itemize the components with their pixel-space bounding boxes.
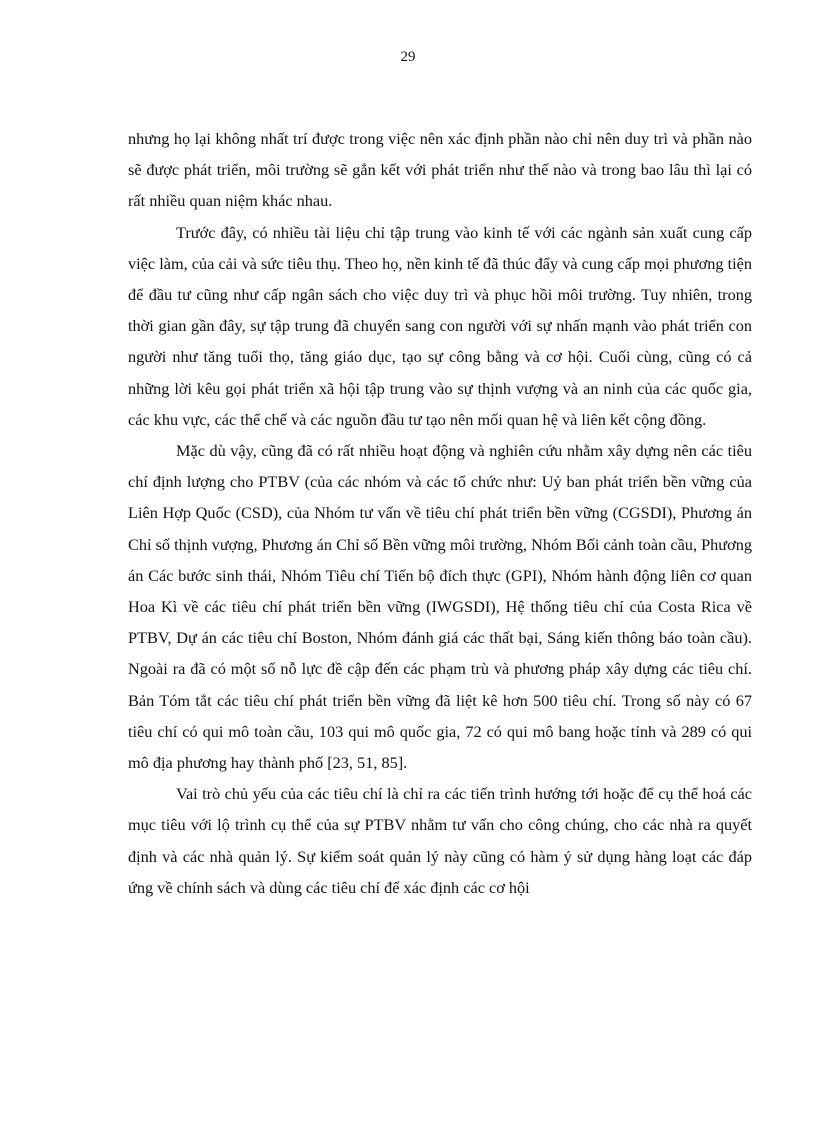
page-number: 29 [400,49,416,65]
paragraph-quantitative-criteria: Mặc dù vậy, cũng đã có rất nhiều hoạt động và nghiên cứu nhằm xây dựng nên các tiêu chí định lượng cho PTBV (của các nhóm và các tổ chức như: Uỷ ban phát triển bền vững của Liên Hợp Quốc (CSD), của Nhóm tư vấn về tiêu chí phát triển bền vững (CGSDI), Phương án Chỉ số thịnh vượng, Phương án Chỉ số Bền vững môi trường, Nhóm Bối cảnh toàn cầu, Phương án Các bước sinh thái, Nhóm Tiêu chí Tiến bộ đích thực (GPI), Nhóm hành động liên cơ quan Hoa Kì về các tiêu chí phát triển bền vững (IWGSDI), Hệ thống tiêu chí của Costa Rica về PTBV, Dự án các tiêu chí Boston, Nhóm đánh giá các thất bại, Sáng kiến thông báo toàn cầu). Ngoài ra đã có một số nỗ lực đề cập đến các phạm trù và phương pháp xây dựng các tiêu chí. Bản Tóm tắt các tiêu chí phát triển bền vững đã liệt kê hơn 500 tiêu chí. Trong số này có 67 tiêu chí có qui mô toàn cầu, 103 qui mô quốc gia, 72 có qui mô bang hoặc tỉnh và 289 có qui mô địa phương hay thành phố [23, 51, 85]. [128,441,752,773]
paragraph-role-of-criteria: Vai trò chủ yếu của các tiêu chí là chỉ ra các tiến trình hướng tới hoặc để cụ thể hoá các mục tiêu với lộ trình cụ thể của sự PTBV nhằm tư vấn cho công chúng, cho các nhà ra quyết định và các nhà quản lý. Sự kiểm soát quản lý này cũng có hàm ý sử dụng hàng loạt các đáp ứng về chính sách và dùng các tiêu chí để xác định các cơ hội [128,784,752,897]
paragraph-economy-focus: Trước đây, có nhiều tài liệu chỉ tập trung vào kinh tế với các ngành sản xuất cung cấp việc làm, của cải và sức tiêu thụ. Theo họ, nền kinh tế đã thúc đẩy và cung cấp mọi phương tiện để đầu tư cũng như cấp ngân sách cho việc duy trì và phục hồi môi trường. Tuy nhiên, trong thời gian gần đây, sự tập trung đã chuyển sang con người với sự nhấn mạnh vào phát triển con người như tăng tuổi thọ, tăng giáo dục, tạo sự công bằng và cơ hội. Cuối cùng, cũng có cả những lời kêu gọi phát triển xã hội tập trung vào sự thịnh vượng và an ninh của các quốc gia, các khu vực, các thể chế và các nguồn đầu tư tạo nên mối quan hệ và liên kết cộng đồng. [128,222,752,429]
body-text [128,123,752,903]
paragraph-continuation: nhưng họ lại không nhất trí được trong việc nên xác định phần nào chỉ nên duy trì và phần nào sẽ được phát triển, môi trường sẽ gắn kết với phát triển như thế nào và trong bao lâu thì lại có rất nhiều quan niệm khác nhau. [128,129,752,211]
